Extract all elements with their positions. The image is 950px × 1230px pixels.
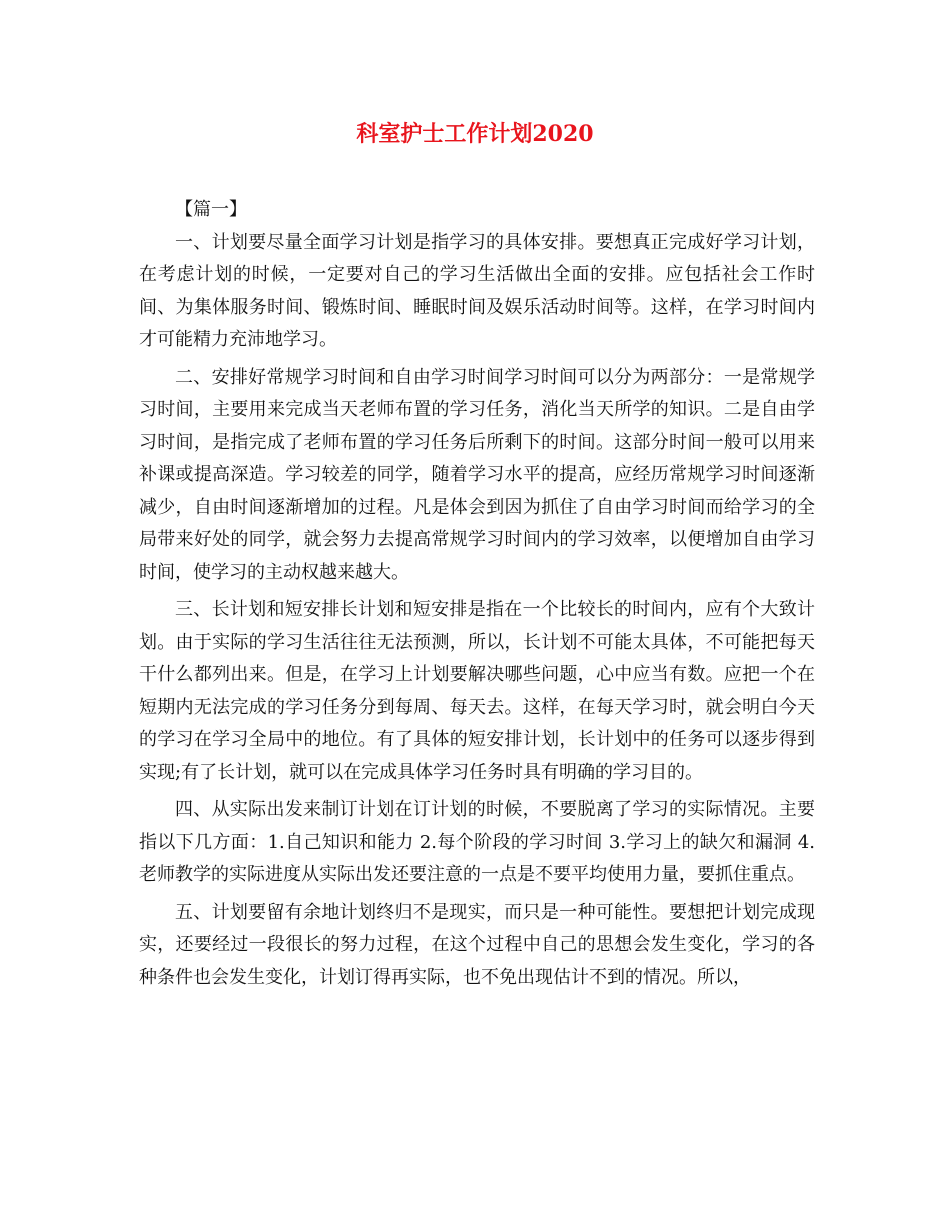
paragraph-4: 四、从实际出发来制订计划在订计划的时候，不要脱离了学习的实际情况。主要指以下几方面：1.自己知识和能力 2.每个阶段的学习时间 3.学习上的缺欠和漏洞 4.老师教学的实际进度从实际出发还要注意的一点是不要平均使用力量，要抓住重点。	[139, 799, 815, 885]
paragraph-1: 一、计划要尽量全面学习计划是指学习的具体安排。要想真正完成好学习计划，在考虑计划的时候，一定要对自己的学习生活做出全面的安排。应包括社会工作时间、为集体服务时间、锻炼时间、睡眠时间及娱乐活动时间等。这样，在学习时间内才可能精力充沛地学习。	[139, 231, 815, 350]
paragraph-3: 三、长计划和短安排长计划和短安排是指在一个比较长的时间内，应有个大致计划。由于实际的学习生活往往无法预测，所以，长计划不可能太具体，不可能把每天干什么都列出来。但是，在学习上计划要解决哪些问题，心中应当有数。应把一个在短期内无法完成的学习任务分到每周、每天去。这样，在每天学习时，就会明白今天的学习在学习全局中的地位。有了具体的短安排计划，长计划中的任务可以逐步得到实现;有了长计划，就可以在完成具体学习任务时具有明确的学习目的。	[139, 599, 815, 783]
paragraph-5: 五、计划要留有余地计划终归不是现实，而只是一种可能性。要想把计划完成现实，还要经过一段很长的努力过程，在这个过程中自己的思想会发生变化，学习的各种条件也会发生变化，计划订得再实际，也不免出现估计不到的情况。所以，	[139, 901, 815, 988]
document-title: 科室护士工作计划2020	[356, 121, 594, 147]
paragraph-2: 二、安排好常规学习时间和自由学习时间学习时间可以分为两部分：一是常规学习时间，主要用来完成当天老师布置的学习任务，消化当天所学的知识。二是自由学习时间，是指完成了老师布置的学习任务后所剩下的时间。这部分时间一般可以用来补课或提高深造。学习较差的同学，随着学习水平的提高，应经历常规学习时间逐渐减少，自由时间逐渐增加的过程。凡是体会到因为抓住了自由学习时间而给学习的全局带来好处的同学，就会努力去提高常规学习时间内的学习效率，以便增加自由学习时间，使学习的主动权越来越大。	[139, 366, 815, 583]
document-body	[139, 194, 815, 994]
section-label: 【篇一】	[175, 199, 247, 220]
